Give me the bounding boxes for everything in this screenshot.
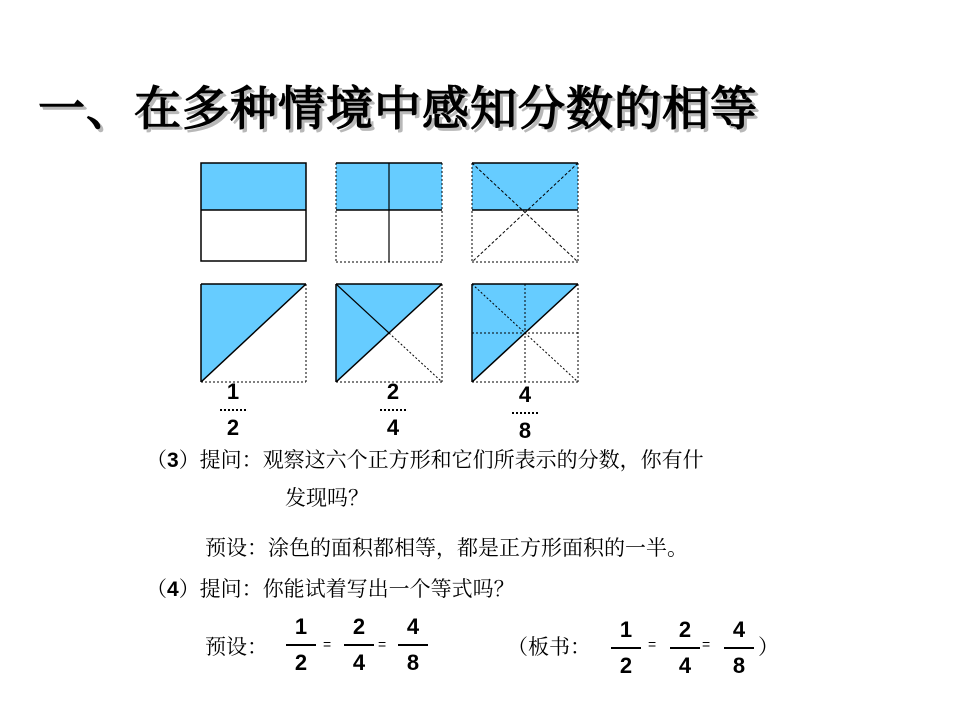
q3-question-text: 观察这六个正方形和它们所表示的分数，你有什 bbox=[262, 448, 704, 472]
denominator: 2 bbox=[294, 650, 308, 675]
board-label: （板书： bbox=[507, 635, 591, 659]
numerator: 2 bbox=[352, 614, 366, 639]
board-fraction-4-8 bbox=[722, 617, 756, 679]
fraction-bar bbox=[380, 409, 406, 411]
q4-line bbox=[146, 573, 515, 603]
numerator: 4 bbox=[406, 614, 420, 639]
denominator: 8 bbox=[406, 650, 420, 675]
fraction-label-2-4 bbox=[376, 379, 410, 441]
denominator: 8 bbox=[732, 653, 746, 678]
denominator: 8 bbox=[518, 418, 532, 443]
equals-sign: = bbox=[323, 636, 332, 652]
denominator: 4 bbox=[678, 653, 692, 678]
q3-preset: 预设：涂色的面积都相等，都是正方形面积的一半。 bbox=[205, 536, 688, 560]
board-fraction-1-2 bbox=[609, 617, 643, 679]
denominator: 2 bbox=[619, 653, 633, 678]
equals-sign: = bbox=[648, 636, 657, 652]
q4-open-paren: （ bbox=[146, 577, 167, 601]
square-quarters bbox=[336, 163, 442, 262]
equals-sign: = bbox=[378, 636, 387, 652]
q3-open-paren: （ bbox=[146, 448, 167, 472]
board-fraction-2-4 bbox=[668, 617, 702, 679]
fraction-bar bbox=[611, 647, 641, 649]
numerator: 1 bbox=[226, 379, 240, 404]
preset-fraction-1-2 bbox=[284, 614, 318, 676]
fraction-label-1-2 bbox=[216, 379, 250, 441]
board-close: ） bbox=[758, 635, 779, 659]
q3-number: 3 bbox=[167, 449, 179, 472]
denominator: 4 bbox=[386, 415, 400, 440]
q3-prefix: ）提问： bbox=[178, 448, 263, 472]
square-diagonal-eighths bbox=[472, 284, 578, 382]
preset-fraction-4-8 bbox=[396, 614, 430, 676]
numerator: 4 bbox=[518, 382, 532, 407]
q4-preset-label: 预设： bbox=[205, 635, 268, 659]
preset-fraction-2-4 bbox=[342, 614, 376, 676]
numerator: 1 bbox=[619, 617, 633, 642]
fraction-label-4-8 bbox=[508, 382, 542, 444]
fraction-bar bbox=[344, 644, 374, 646]
denominator: 2 bbox=[226, 415, 240, 440]
numerator: 2 bbox=[678, 617, 692, 642]
fraction-bar bbox=[670, 647, 700, 649]
square-half-diagonal bbox=[201, 284, 306, 382]
q4-number: 4 bbox=[167, 578, 179, 601]
square-diagonal-quarters bbox=[336, 284, 442, 382]
q3-line2: 发现吗？ bbox=[285, 486, 369, 510]
numerator: 1 bbox=[294, 614, 308, 639]
q4-question-text: 你能试着写出一个等式吗？ bbox=[262, 577, 515, 601]
numerator: 2 bbox=[386, 379, 400, 404]
numerator: 4 bbox=[732, 617, 746, 642]
equals-sign: = bbox=[702, 636, 711, 652]
q3-line1 bbox=[146, 444, 704, 474]
fraction-bar bbox=[220, 409, 246, 411]
square-eighths-top bbox=[472, 163, 578, 262]
denominator: 4 bbox=[352, 650, 366, 675]
fraction-bar bbox=[512, 412, 538, 414]
q4-prefix: ）提问： bbox=[178, 577, 263, 601]
fraction-bar bbox=[724, 647, 754, 649]
fraction-bar bbox=[398, 644, 428, 646]
fraction-bar bbox=[286, 644, 316, 646]
slide-title: 一、在多种情境中感知分数的相等 bbox=[38, 82, 758, 137]
square-half-horizontal bbox=[201, 163, 306, 261]
